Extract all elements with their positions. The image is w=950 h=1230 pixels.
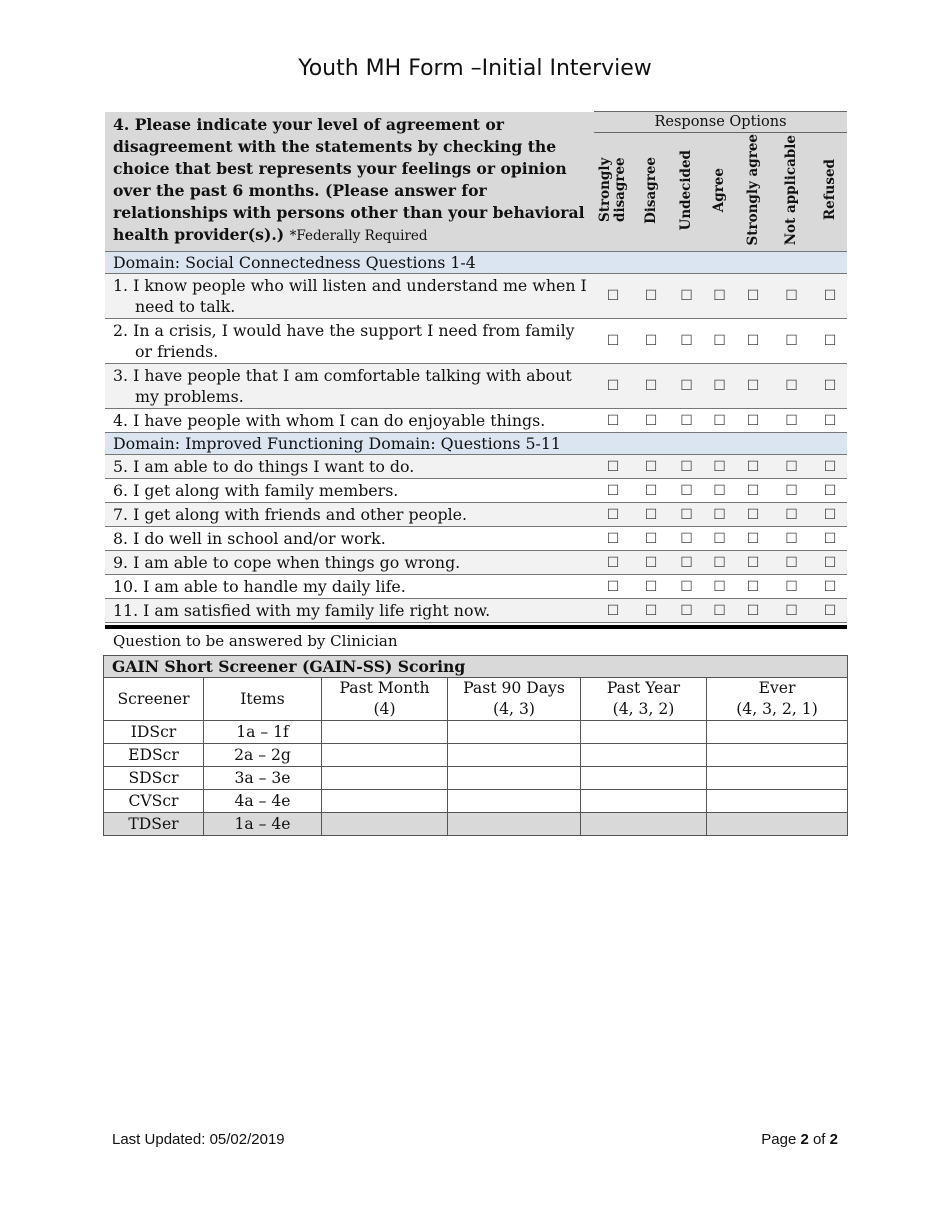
response-checkbox[interactable]: ☐ — [670, 455, 703, 479]
gain-column-header: Items — [204, 678, 322, 721]
response-checkbox[interactable]: ☐ — [770, 274, 813, 319]
clinician-label: Question to be answered by Clinician — [113, 632, 398, 650]
response-option-label: Refused — [821, 159, 838, 221]
score-cell[interactable] — [322, 790, 448, 813]
response-checkbox[interactable]: ☐ — [770, 503, 813, 527]
gain-row — [104, 790, 848, 813]
gain-row — [104, 813, 848, 836]
question-text: 8. I do well in school and/or work. — [105, 527, 594, 551]
response-checkbox[interactable]: ☐ — [736, 551, 770, 575]
question-text: 4. I have people with whom I can do enjoyable things. — [105, 409, 594, 433]
domain-label: Domain: Social Connectedness Questions 1-4 — [105, 252, 847, 274]
response-checkbox[interactable]: ☐ — [770, 479, 813, 503]
page-current: 2 — [800, 1131, 809, 1148]
response-checkbox[interactable]: ☐ — [670, 575, 703, 599]
gain-row — [104, 721, 848, 744]
response-checkbox[interactable]: ☐ — [594, 503, 632, 527]
response-checkbox[interactable]: ☐ — [813, 503, 847, 527]
score-cell[interactable] — [707, 744, 848, 767]
response-checkbox[interactable]: ☐ — [594, 575, 632, 599]
question-row — [105, 551, 847, 575]
question-text: 9. I am able to cope when things go wrong. — [105, 551, 594, 575]
response-option-header — [632, 133, 670, 252]
question-row — [105, 409, 847, 433]
response-checkbox[interactable]: ☐ — [632, 364, 670, 409]
question-row — [105, 479, 847, 503]
score-cell[interactable] — [581, 813, 707, 836]
domain-header — [105, 252, 847, 274]
response-option-header — [736, 133, 770, 252]
page-prefix: Page — [761, 1131, 801, 1148]
gain-column-header: Past 90 Days (4, 3) — [448, 678, 581, 721]
response-checkbox[interactable]: ☐ — [770, 527, 813, 551]
response-option-label: Strongly agree — [744, 134, 761, 246]
screener-items: 1a – 4e — [204, 813, 322, 836]
question-row — [105, 575, 847, 599]
page-of: of — [808, 1131, 830, 1148]
response-option-header — [670, 133, 703, 252]
question-row — [105, 503, 847, 527]
question-row — [105, 527, 847, 551]
question-text: 7. I get along with friends and other people. — [105, 503, 594, 527]
response-checkbox[interactable]: ☐ — [736, 503, 770, 527]
screener-name: CVScr — [104, 790, 204, 813]
gain-column-header: Screener — [104, 678, 204, 721]
question-text: 1. I know people who will listen and understand me when I need to talk. — [105, 274, 594, 319]
screener-items: 3a – 3e — [204, 767, 322, 790]
response-checkbox[interactable]: ☐ — [670, 409, 703, 433]
response-checkbox[interactable]: ☐ — [736, 527, 770, 551]
question-prompt — [105, 112, 594, 252]
response-checkbox[interactable]: ☐ — [770, 599, 813, 623]
score-cell[interactable] — [322, 813, 448, 836]
screener-name: EDScr — [104, 744, 204, 767]
response-checkbox[interactable]: ☐ — [632, 409, 670, 433]
gain-title: GAIN Short Screener (GAIN-SS) Scoring — [104, 656, 848, 678]
response-checkbox[interactable]: ☐ — [736, 409, 770, 433]
question-row — [105, 319, 847, 364]
response-checkbox[interactable]: ☐ — [703, 527, 736, 551]
response-checkbox[interactable]: ☐ — [703, 479, 736, 503]
response-checkbox[interactable]: ☐ — [813, 575, 847, 599]
response-checkbox[interactable]: ☐ — [703, 409, 736, 433]
response-checkbox[interactable]: ☐ — [813, 527, 847, 551]
score-cell[interactable] — [322, 744, 448, 767]
response-checkbox[interactable]: ☐ — [670, 364, 703, 409]
response-checkbox[interactable]: ☐ — [703, 319, 736, 364]
response-checkbox[interactable]: ☐ — [703, 599, 736, 623]
response-checkbox[interactable]: ☐ — [736, 319, 770, 364]
response-checkbox[interactable]: ☐ — [670, 503, 703, 527]
response-checkbox[interactable]: ☐ — [594, 319, 632, 364]
gain-row — [104, 744, 848, 767]
response-checkbox[interactable]: ☐ — [770, 455, 813, 479]
response-checkbox[interactable]: ☐ — [736, 479, 770, 503]
response-checkbox[interactable]: ☐ — [813, 455, 847, 479]
question-text: 6. I get along with family members. — [105, 479, 594, 503]
question-text: 5. I am able to do things I want to do. — [105, 455, 594, 479]
score-cell[interactable] — [448, 721, 581, 744]
response-checkbox[interactable]: ☐ — [594, 479, 632, 503]
gain-column-header: Ever (4, 3, 2, 1) — [707, 678, 848, 721]
score-cell[interactable] — [707, 813, 848, 836]
question-text: 10. I am able to handle my daily life. — [105, 575, 594, 599]
response-checkbox[interactable]: ☐ — [594, 599, 632, 623]
score-cell[interactable] — [322, 721, 448, 744]
response-checkbox[interactable]: ☐ — [670, 599, 703, 623]
score-cell[interactable] — [707, 767, 848, 790]
response-option-header — [770, 133, 813, 252]
response-option-header — [594, 133, 632, 252]
screener-items: 2a – 2g — [204, 744, 322, 767]
response-checkbox[interactable]: ☐ — [736, 455, 770, 479]
response-checkbox[interactable]: ☐ — [770, 319, 813, 364]
question-row — [105, 274, 847, 319]
response-checkbox[interactable]: ☐ — [632, 274, 670, 319]
domain-header — [105, 433, 847, 455]
question-text: 3. I have people that I am comfortable talking with about my problems. — [105, 364, 594, 409]
response-checkbox[interactable]: ☐ — [670, 274, 703, 319]
response-option-label: Disagree — [642, 156, 659, 224]
gain-row — [104, 767, 848, 790]
page-total: 2 — [829, 1131, 838, 1148]
response-checkbox[interactable]: ☐ — [670, 479, 703, 503]
response-checkbox[interactable]: ☐ — [770, 551, 813, 575]
question-prompt-text: 4. Please indicate your level of agreement or disagreement with the statements by checking the choice that best represents your feelings or opinion over the past 6 months. (Please answer for relationships with persons other than your behavioral health provider(s).) — [113, 114, 585, 244]
score-cell[interactable] — [707, 790, 848, 813]
response-checkbox[interactable]: ☐ — [632, 479, 670, 503]
screener-items: 1a – 1f — [204, 721, 322, 744]
last-updated: Last Updated: 05/02/2019 — [112, 1131, 285, 1148]
question-text: 11. I am satisfied with my family life right now. — [105, 599, 594, 623]
response-checkbox[interactable]: ☐ — [703, 455, 736, 479]
response-option-header — [813, 133, 847, 252]
response-checkbox[interactable]: ☐ — [594, 455, 632, 479]
screener-name: TDSer — [104, 813, 204, 836]
response-checkbox[interactable]: ☐ — [703, 503, 736, 527]
score-cell[interactable] — [448, 744, 581, 767]
gain-header-row — [104, 678, 848, 721]
response-checkbox[interactable]: ☐ — [736, 575, 770, 599]
score-cell[interactable] — [707, 721, 848, 744]
response-checkbox[interactable]: ☐ — [670, 527, 703, 551]
response-checkbox[interactable]: ☐ — [770, 409, 813, 433]
gain-column-header: Past Year (4, 3, 2) — [581, 678, 707, 721]
response-checkbox[interactable]: ☐ — [813, 551, 847, 575]
response-option-label: Not applicable — [783, 134, 799, 246]
response-checkbox[interactable]: ☐ — [813, 409, 847, 433]
response-checkbox[interactable]: ☐ — [594, 364, 632, 409]
response-option-label: Strongly disagree — [597, 157, 628, 223]
score-cell[interactable] — [448, 767, 581, 790]
screener-name: IDScr — [104, 721, 204, 744]
score-cell[interactable] — [448, 790, 581, 813]
response-checkbox[interactable]: ☐ — [813, 599, 847, 623]
response-checkbox[interactable]: ☐ — [736, 599, 770, 623]
response-checkbox[interactable]: ☐ — [813, 319, 847, 364]
response-checkbox[interactable]: ☐ — [632, 319, 670, 364]
screener-name: SDScr — [104, 767, 204, 790]
gain-scoring-table — [103, 655, 848, 836]
gain-column-header: Past Month (4) — [322, 678, 448, 721]
response-checkbox[interactable]: ☐ — [632, 599, 670, 623]
response-checkbox[interactable]: ☐ — [670, 551, 703, 575]
response-checkbox[interactable]: ☐ — [736, 274, 770, 319]
question-row — [105, 364, 847, 409]
domain-label: Domain: Improved Functioning Domain: Questions 5-11 — [105, 433, 847, 455]
response-checkbox[interactable]: ☐ — [632, 527, 670, 551]
question-row — [105, 455, 847, 479]
response-checkbox[interactable]: ☐ — [703, 274, 736, 319]
response-checkbox[interactable]: ☐ — [594, 551, 632, 575]
page-number — [761, 1131, 838, 1148]
response-checkbox[interactable]: ☐ — [632, 551, 670, 575]
score-cell[interactable] — [322, 767, 448, 790]
response-checkbox[interactable]: ☐ — [632, 455, 670, 479]
score-cell[interactable] — [581, 790, 707, 813]
response-checkbox[interactable]: ☐ — [594, 527, 632, 551]
response-checkbox[interactable]: ☐ — [632, 575, 670, 599]
section-divider — [105, 625, 847, 629]
score-cell[interactable] — [581, 744, 707, 767]
response-option-label: Agree — [711, 167, 727, 213]
response-checkbox[interactable]: ☐ — [594, 274, 632, 319]
response-checkbox[interactable]: ☐ — [813, 274, 847, 319]
score-cell[interactable] — [448, 813, 581, 836]
response-checkbox[interactable]: ☐ — [632, 503, 670, 527]
response-checkbox[interactable]: ☐ — [736, 364, 770, 409]
question-row — [105, 599, 847, 623]
response-checkbox[interactable]: ☐ — [770, 364, 813, 409]
response-options-title: Response Options — [594, 112, 847, 133]
screener-items: 4a – 4e — [204, 790, 322, 813]
response-checkbox[interactable]: ☐ — [770, 575, 813, 599]
response-checkbox[interactable]: ☐ — [594, 409, 632, 433]
response-option-label: Undecided — [678, 149, 694, 231]
agreement-question-table — [105, 111, 847, 623]
response-checkbox[interactable]: ☐ — [813, 479, 847, 503]
score-cell[interactable] — [581, 721, 707, 744]
response-checkbox[interactable]: ☐ — [703, 551, 736, 575]
federal-required-note: *Federally Required — [289, 227, 428, 244]
response-checkbox[interactable]: ☐ — [813, 364, 847, 409]
question-text: 2. In a crisis, I would have the support I need from family or friends. — [105, 319, 594, 364]
form-title: Youth MH Form –Initial Interview — [298, 56, 652, 81]
response-checkbox[interactable]: ☐ — [703, 364, 736, 409]
response-checkbox[interactable]: ☐ — [670, 319, 703, 364]
score-cell[interactable] — [581, 767, 707, 790]
response-checkbox[interactable]: ☐ — [703, 575, 736, 599]
response-option-header — [703, 133, 736, 252]
